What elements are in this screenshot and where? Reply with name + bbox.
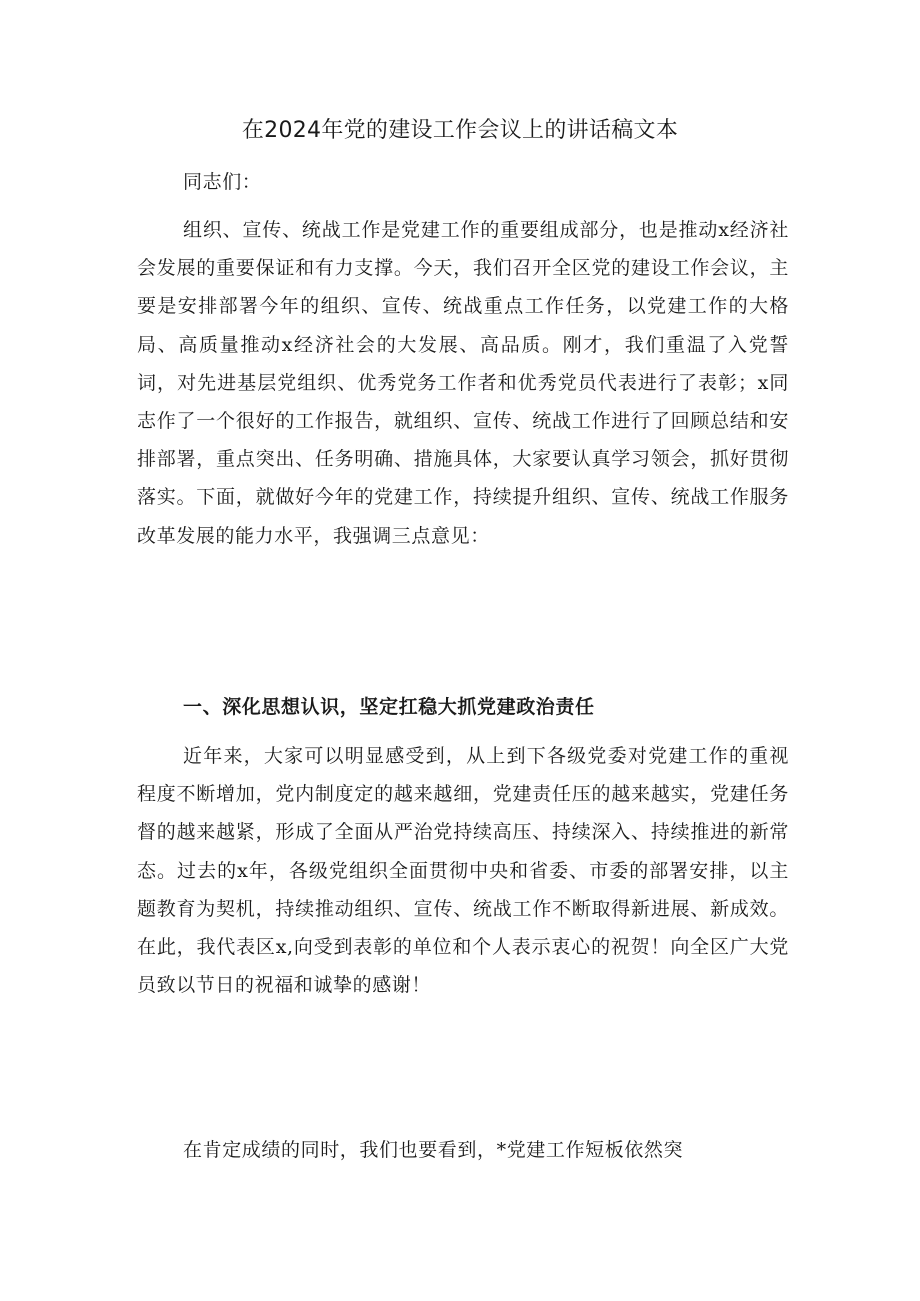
paragraph-continued: 在肯定成绩的同时，我们也要看到，*党建工作短板依然突	[183, 1139, 684, 1161]
paragraph-intro: 组织、宣传、统战工作是党建工作的重要组成部分，也是推动x经济社会发展的重要保证和有力支撑。今天，我们召开全区党的建设工作会议，主要是安排部署今年的组织、宣传、统战重点工作任务，以党建工作的大格局、高质量推动x经济社会的大发展、高品质。刚才，我们重温了入党誓词，对先进基层党组织、优秀党务工作者和优秀党员代表进行了表彰；x同志作了一个很好的工作报告，就组织、宣传、统战工作进行了回顾总结和安排部署，重点突出、任务明确、措施具体，大家要认真学习领会，抓好贯彻落实。下面，就做好今年的党建工作，持续提升组织、宣传、统战工作服务改革发展的能力水平，我强调三点意见：	[137, 219, 789, 547]
section-heading-1: 一、深化思想认识，坚定扛稳大抓党建政治责任	[183, 696, 595, 718]
salutation: 同志们：	[183, 171, 262, 193]
paragraph-section-1: 近年来，大家可以明显感受到，从上到下各级党委对党建工作的重视程度不断增加，党内制度定的越来越细，党建责任压的越来越实，党建任务督的越来越紧，形成了全面从严治党持续高压、持续深入、持续推进的新常态。过去的x年，各级党组织全面贯彻中央和省委、市委的部署安排，以主题教育为契机，持续推动组织、宣传、统战工作不断取得新进展、新成效。在此，我代表区x,向受到表彰的单位和个人表示衷心的祝贺！向全区广大党员致以节日的祝福和诚挚的感谢！	[137, 745, 789, 997]
document-title: 在2024年党的建设工作会议上的讲话稿文本	[241, 118, 679, 143]
